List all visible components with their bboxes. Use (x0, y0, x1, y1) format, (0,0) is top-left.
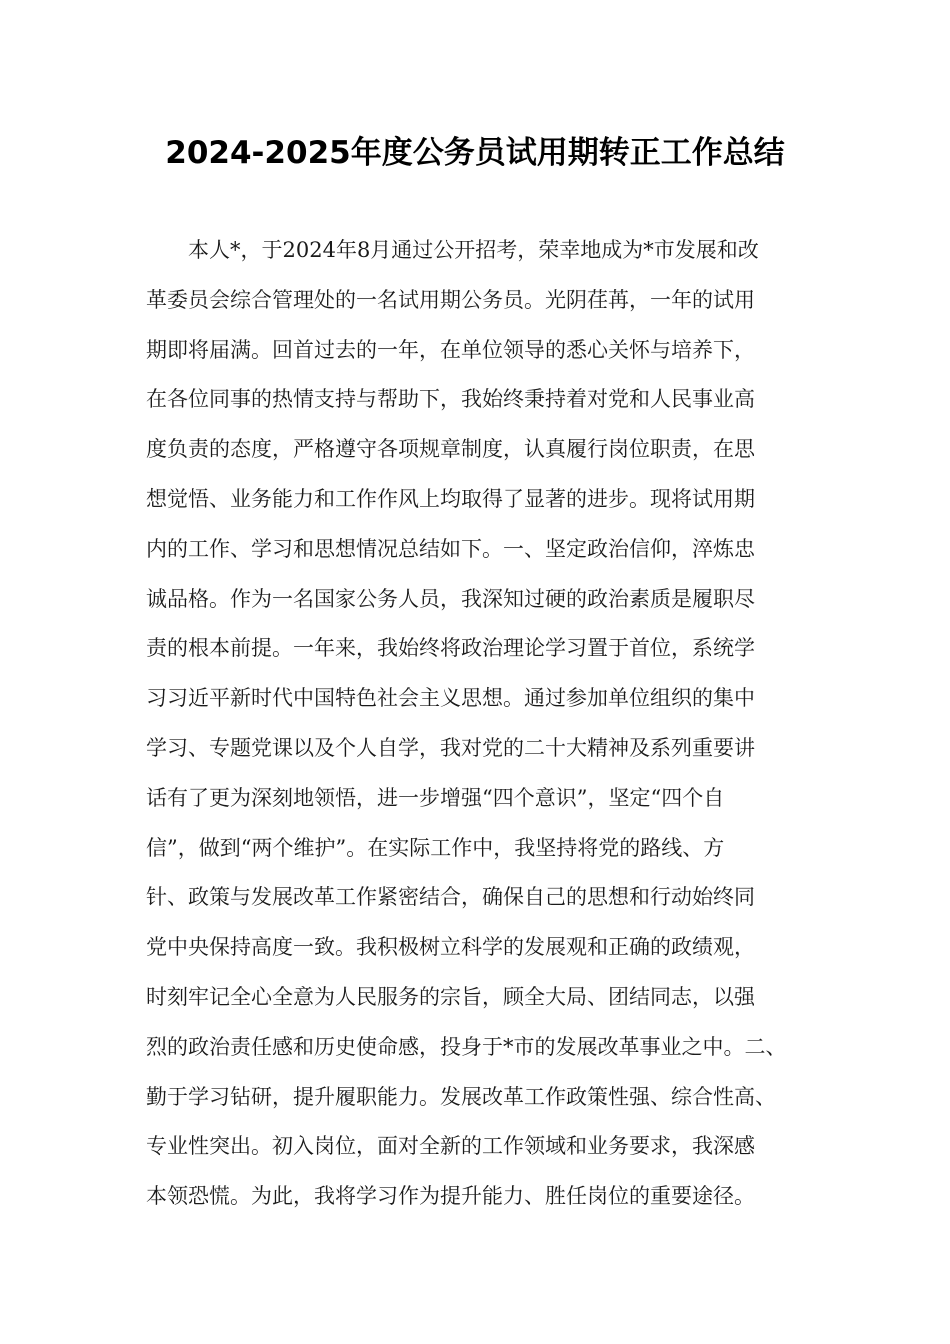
body-line: 本领恐慌。为此，我将学习作为提升能力、胜任岗位的重要途径。 (146, 1184, 755, 1209)
document-body (146, 226, 826, 1222)
body-line: 烈的政治责任感和历史使命感，投身于*市的发展改革事业之中。二、 (146, 1034, 787, 1059)
body-line: 期即将届满。回首过去的一年，在单位领导的悉心关怀与培养下， (146, 337, 755, 362)
document-title: 2024-2025年度公务员试用期转正工作总结 (165, 135, 785, 171)
body-line: 本人*，于2024年8月通过公开招考，荣幸地成为*市发展和改 (188, 238, 759, 262)
body-line: 党中央保持高度一致。我积极树立科学的发展观和正确的政绩观， (146, 935, 755, 960)
body-line: 习习近平新时代中国特色社会主义思想。通过参加单位组织的集中 (146, 686, 755, 711)
body-line: 专业性突出。初入岗位，面对全新的工作领域和业务要求，我深感 (146, 1134, 755, 1159)
body-line: 度负责的态度，严格遵守各项规章制度，认真履行岗位职责，在思 (146, 437, 755, 462)
body-line: 内的工作、学习和思想情况总结如下。一、坚定政治信仰，淬炼忠 (146, 536, 755, 561)
body-line: 话有了更为深刻地领悟，进一步增强“四个意识”，坚定“四个自 (146, 785, 725, 810)
body-line: 在各位同事的热情支持与帮助下，我始终秉持着对党和人民事业高 (146, 387, 755, 412)
body-line: 时刻牢记全心全意为人民服务的宗旨，顾全大局、团结同志，以强 (146, 984, 755, 1009)
body-line: 学习、专题党课以及个人自学，我对党的二十大精神及系列重要讲 (146, 735, 755, 760)
body-line: 信”，做到“两个维护”。在实际工作中，我坚持将党的路线、方 (146, 835, 725, 860)
body-line: 革委员会综合管理处的一名试用期公务员。光阴荏苒，一年的试用 (146, 287, 755, 312)
body-line: 想觉悟、业务能力和工作作风上均取得了显著的进步。现将试用期 (146, 486, 755, 511)
body-line: 责的根本前提。一年来，我始终将政治理论学习置于首位，系统学 (146, 636, 755, 661)
body-line: 勤于学习钻研，提升履职能力。发展改革工作政策性强、综合性高、 (146, 1084, 776, 1109)
body-line: 诚品格。作为一名国家公务人员，我深知过硬的政治素质是履职尽 (146, 586, 755, 611)
body-line: 针、政策与发展改革工作紧密结合，确保自己的思想和行动始终同 (146, 885, 755, 910)
